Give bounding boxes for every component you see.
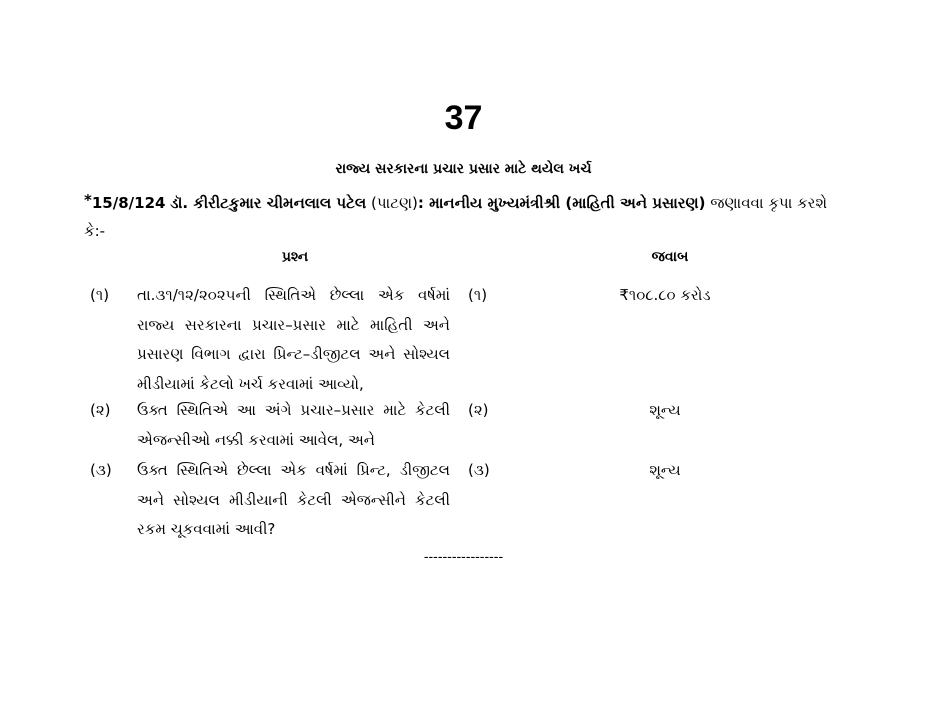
starred-question-mark: * bbox=[84, 191, 92, 209]
question-intro bbox=[84, 186, 834, 245]
question-number: (૩) bbox=[90, 461, 112, 479]
member-name: ડૉ. કીરીટકુમાર ચીમનલાલ પટેલ bbox=[170, 194, 367, 212]
question-text: તા.૩૧/૧૨/૨૦૨૫ની સ્થિતિએ છેલ્લા એક વર્ષમાં રાજ્ય સરકારના પ્રચાર–પ્રસાર માટે માહિતી અને પ્રસારણ વિભાગ દ્વારા પ્રિન્ટ–ડીજીટલ અને સોશ્યલ મીડીયામાં કેટલો ખર્ચ કરવામાં આવ્યો, bbox=[137, 286, 450, 393]
question-closing: જણાવવા કૃપા કરશે કે:- bbox=[84, 194, 828, 240]
answer-number: (૩) bbox=[468, 461, 490, 479]
answer-text: ₹૧૦૮.૮૦ કરોડ bbox=[619, 286, 711, 304]
question-number: (૧) bbox=[90, 286, 110, 304]
answer-number: (૨) bbox=[468, 401, 489, 419]
answer-text: શૂન્ય bbox=[649, 401, 681, 419]
answer-number: (૧) bbox=[468, 286, 488, 304]
end-divider: ----------------- bbox=[423, 548, 504, 564]
question-column-header: પ્રશ્ન bbox=[281, 249, 309, 265]
answer-column-header: જવાબ bbox=[651, 249, 689, 265]
page-number: 37 bbox=[444, 99, 483, 137]
question-text: ઉક્ત સ્થિતિએ આ અંગે પ્રચાર–પ્રસાર માટે કેટલી એજન્સીઓ નક્કી કરવામાં આવેલ, અને bbox=[137, 401, 450, 449]
answer-text: શૂન્ય bbox=[649, 461, 681, 479]
question-number: (૨) bbox=[90, 401, 111, 419]
question-reference: 15/8/124 bbox=[91, 194, 166, 212]
addressed-minister: : માનનીય મુખ્યમંત્રીશ્રી (માહિતી અને પ્રસારણ) bbox=[417, 194, 706, 212]
question-text: ઉક્ત સ્થિતિએ છેલ્લા એક વર્ષમાં પ્રિન્ટ, ડીજીટલ અને સોશ્યલ મીડીયાની કેટલી એજન્સીને કેટલી રકમ ચૂકવવામાં આવી? bbox=[137, 461, 450, 538]
document-heading: રાજ્ય સરકારના પ્રચાર પ્રસાર માટે થયેલ ખર્ચ bbox=[335, 161, 592, 177]
constituency: (પાટણ) bbox=[370, 194, 418, 212]
